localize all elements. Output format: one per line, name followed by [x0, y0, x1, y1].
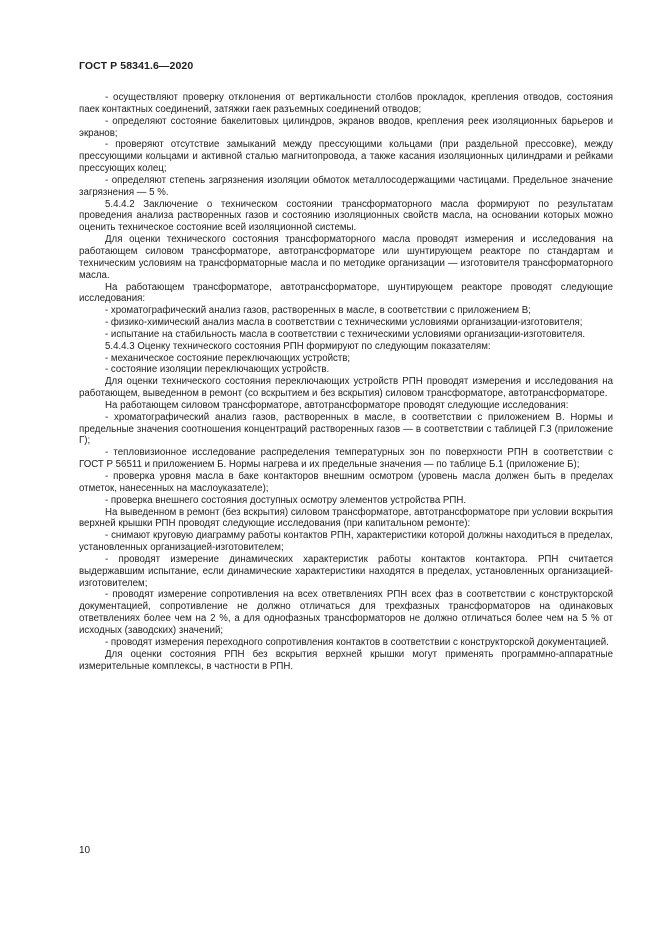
- paragraph: 5.4.4.3 Оценку технического состояния РПН формируют по следующим показателям:: [105, 340, 491, 352]
- paragraph: На работающем трансформаторе, автотрансформаторе, шунтирующем реакторе проводят следующие исследования:: [79, 281, 613, 305]
- paragraph: Для оценки состояния РПН без вскрытия верхней крышки могут применять программно-аппаратные измерительные комплексы, в частности в РПН.: [79, 648, 613, 672]
- paragraph: 5.4.4.2 Заключение о техническом состоянии трансформаторного масла формируют по результатам проведения анализа растворенных газов и состоянию изоляционных свойств масла, на основании которых можно оценить техническое состояние всей изоляционной системы.: [79, 198, 613, 234]
- paragraph: - проводят измерение сопротивления на всех ответвлениях РПН всех фаз в соответствии с конструкторской документацией, сопротивление не должно отличаться для трехфазных трансформаторов на одинаковых ответвлениях более чем на 2 %, а для однофазных трансформаторов не должно отличаться более чем на 5 % от исходных (заводских) значений;: [79, 589, 613, 636]
- paragraph: - механическое состояние переключающих устройств;: [105, 352, 351, 364]
- paragraph: - хроматографический анализ газов, растворенных в масле, в соответствии с приложением В. Нормы и предельные значения соотношения концентраций растворенных газов — в соответствии с таблицей Г.3 (приложение Г);: [79, 411, 613, 447]
- paragraph: На работающем силовом трансформаторе, автотрансформаторе проводят следующие исследования:: [105, 399, 569, 411]
- paragraph: - осуществляют проверку отклонения от вертикальности столбов прокладок, крепления отводов, состояния паек контактных соединений, затяжки гаек разъемных соединений отводов;: [79, 92, 613, 115]
- paragraph: - определяют состояние бакелитовых цилиндров, экранов вводов, крепления реек изоляционных барьеров и экранов;: [79, 115, 613, 139]
- paragraph: - снимают круговую диаграмму работы контактов РПН, характеристики которой должны находиться в пределах, установленных организацией-изготовителем;: [79, 530, 613, 554]
- paragraph: - проверка уровня масла в баке контакторов внешним осмотром (уровень масла должен быть в пределах отметок, нанесенных на маслоуказателе);: [79, 471, 613, 494]
- paragraph: - проводят измерения переходного сопротивления контактов в соответствии с конструкторской документацией.: [105, 636, 609, 648]
- standard-header: ГОСТ Р 58341.6—2020: [79, 60, 194, 72]
- paragraph: - проверяют отсутствие замыканий между прессующими кольцами (при раздельной прессовке), между прессующими кольцами и активной сталью магнитопровода, а также касания изоляционных цилиндрами и рейками прессующих колец;: [79, 139, 613, 175]
- page-number: 10: [79, 845, 91, 856]
- paragraph: - хроматографический анализ газов, растворенных в масле, в соответствии с приложением В;: [105, 305, 531, 317]
- paragraph: - проверка внешнего состояния доступных осмотру элементов устройства РПН.: [105, 494, 467, 506]
- paragraph: - физико-химический анализ масла в соответствии с техническими условиями организации-изготовителя;: [105, 317, 583, 329]
- paragraph: На выведенном в ремонт (без вскрытия) силовом трансформаторе, автотрансформаторе при условии вскрытия верхней крышки РПН проводят следующие исследования (при капитальном ремонте):: [79, 506, 613, 530]
- paragraph: Для оценки технического состояния трансформаторного масла проводят измерения и исследования на работающем силовом трансформаторе, автотрансформаторе или шунтирующем реакторе по стандартам и техническим условиям на трансформаторные масла и по методике организации — изготовителя трансформаторного масла.: [79, 234, 613, 281]
- paragraph: - проводят измерение динамических характеристик работы контактов контактора. РПН считается выдержавшим испытание, если динамические характеристики находятся в пределах, установленных организацией-изготовителем;: [79, 553, 613, 589]
- paragraph: - испытание на стабильность масла в соответствии с техническими условиями организации-изготовителя.: [105, 328, 586, 340]
- paragraph: - определяют степень загрязнения изоляции обмоток металлосодержащими частицами. Предельное значение загрязнения — 5 %.: [79, 174, 613, 198]
- body-text: [79, 92, 613, 672]
- paragraph: Для оценки технического состояния переключающих устройств РПН проводят измерения и исследования на работающем, выведенном в ремонт (со вскрытием и без вскрытия) силовом трансформаторе, автотрансформаторе.: [79, 376, 613, 400]
- paragraph: - состояние изоляции переключающих устройств.: [105, 364, 330, 376]
- paragraph: - тепловизионное исследование распределения температурных зон по поверхности РПН в соответствии с ГОСТ Р 56511 и приложением Б. Нормы нагрева и их предельные значения — по таблице Б.1 (приложение Б);: [79, 447, 613, 471]
